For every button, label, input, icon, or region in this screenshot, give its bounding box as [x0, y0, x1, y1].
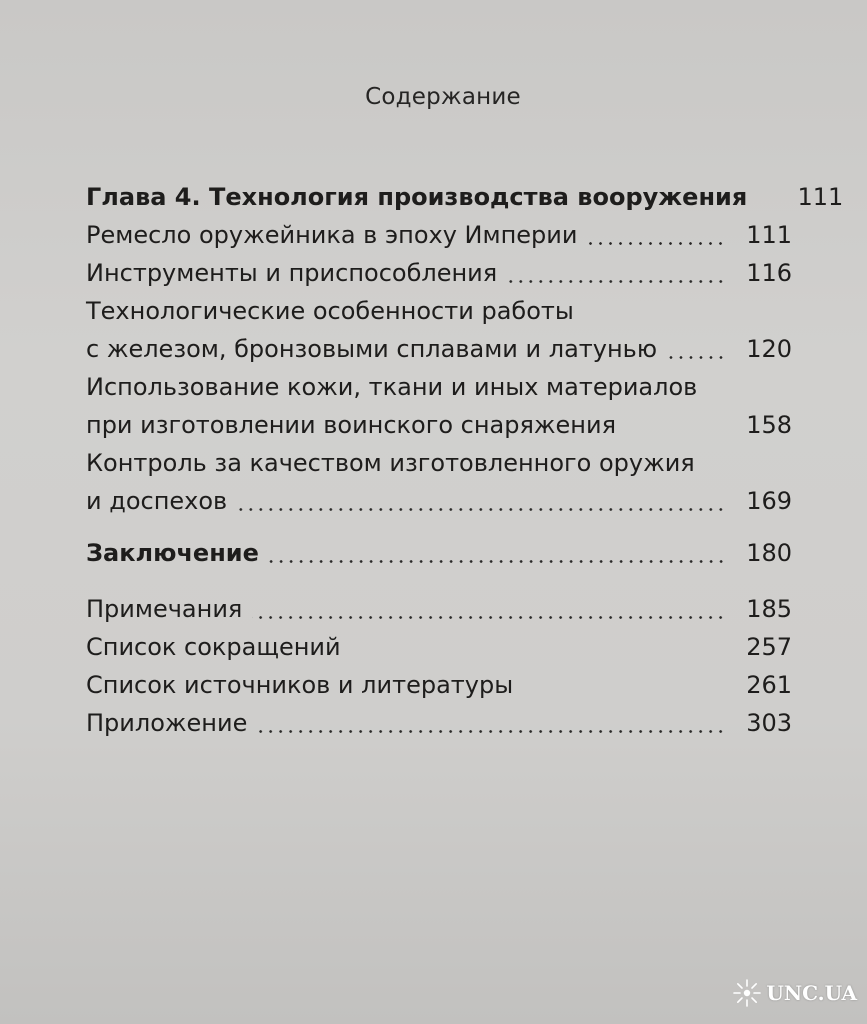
toc-section-entry: [86, 368, 792, 444]
toc-page-number: 120: [746, 335, 792, 363]
toc-appendix-entry: [86, 704, 792, 742]
table-of-contents: [86, 178, 844, 742]
toc-section-title-line: и доспехов: [86, 487, 228, 515]
toc-section-title: Ремесло оружейника в эпоху Империи: [86, 221, 578, 249]
toc-page-number: 261: [746, 671, 792, 699]
toc-conclusion-entry: [86, 534, 792, 572]
toc-section-title: Инструменты и приспособления: [86, 259, 498, 287]
toc-leader: [757, 204, 777, 207]
toc-section-entry: [86, 254, 792, 292]
sunburst-icon: [732, 978, 762, 1008]
toc-leader: [587, 242, 726, 245]
toc-leader: [257, 730, 726, 733]
toc-appendix-entry: [86, 628, 792, 666]
toc-appendix-entry: [86, 666, 792, 704]
toc-leader: [667, 356, 726, 359]
toc-leader: [237, 508, 726, 511]
toc-chapter-entry: [86, 178, 844, 216]
toc-leader: [523, 692, 726, 695]
toc-page-number: 116: [746, 259, 792, 287]
toc-leader: [252, 616, 726, 619]
toc-leader: [269, 560, 726, 563]
toc-page-number: 158: [746, 411, 792, 439]
toc-page-number: 180: [746, 539, 792, 567]
watermark-text: UNC.UA: [766, 981, 857, 1005]
toc-leader: [351, 654, 726, 657]
toc-page-number: 111: [746, 221, 792, 249]
toc-appendix-title: Примечания: [86, 595, 243, 623]
toc-leader: [626, 432, 726, 435]
toc-section-title-line: Использование кожи, ткани и иных материалов: [86, 373, 698, 401]
toc-section-entry: [86, 444, 792, 520]
toc-appendix-title: Список сокращений: [86, 633, 341, 661]
toc-section-title-line: при изготовлении воинского снаряжения: [86, 411, 617, 439]
toc-appendix-title: Список источников и литературы: [86, 671, 514, 699]
toc-conclusion-title: Заключение: [86, 539, 259, 567]
toc-appendix-entry: [86, 590, 792, 628]
toc-section-title-line: с железом, бронзовыми сплавами и латунью: [86, 335, 658, 363]
watermark-logo: [732, 978, 857, 1008]
toc-page-number: 111: [797, 183, 844, 211]
page-heading: Содержание: [365, 84, 521, 110]
toc-page-number: 303: [746, 709, 792, 737]
toc-chapter-title: Глава 4. Технология производства вооружения: [86, 183, 748, 211]
toc-section-entry: [86, 292, 792, 368]
toc-section-entry: [86, 216, 792, 254]
toc-page-number: 169: [746, 487, 792, 515]
toc-appendix-title: Приложение: [86, 709, 248, 737]
toc-section-title-line: Технологические особенности работы: [86, 297, 574, 325]
toc-page-number: 257: [746, 633, 792, 661]
toc-section-title-line: Контроль за качеством изготовленного оружия: [86, 449, 695, 477]
toc-leader: [507, 280, 726, 283]
toc-page-number: 185: [746, 595, 792, 623]
